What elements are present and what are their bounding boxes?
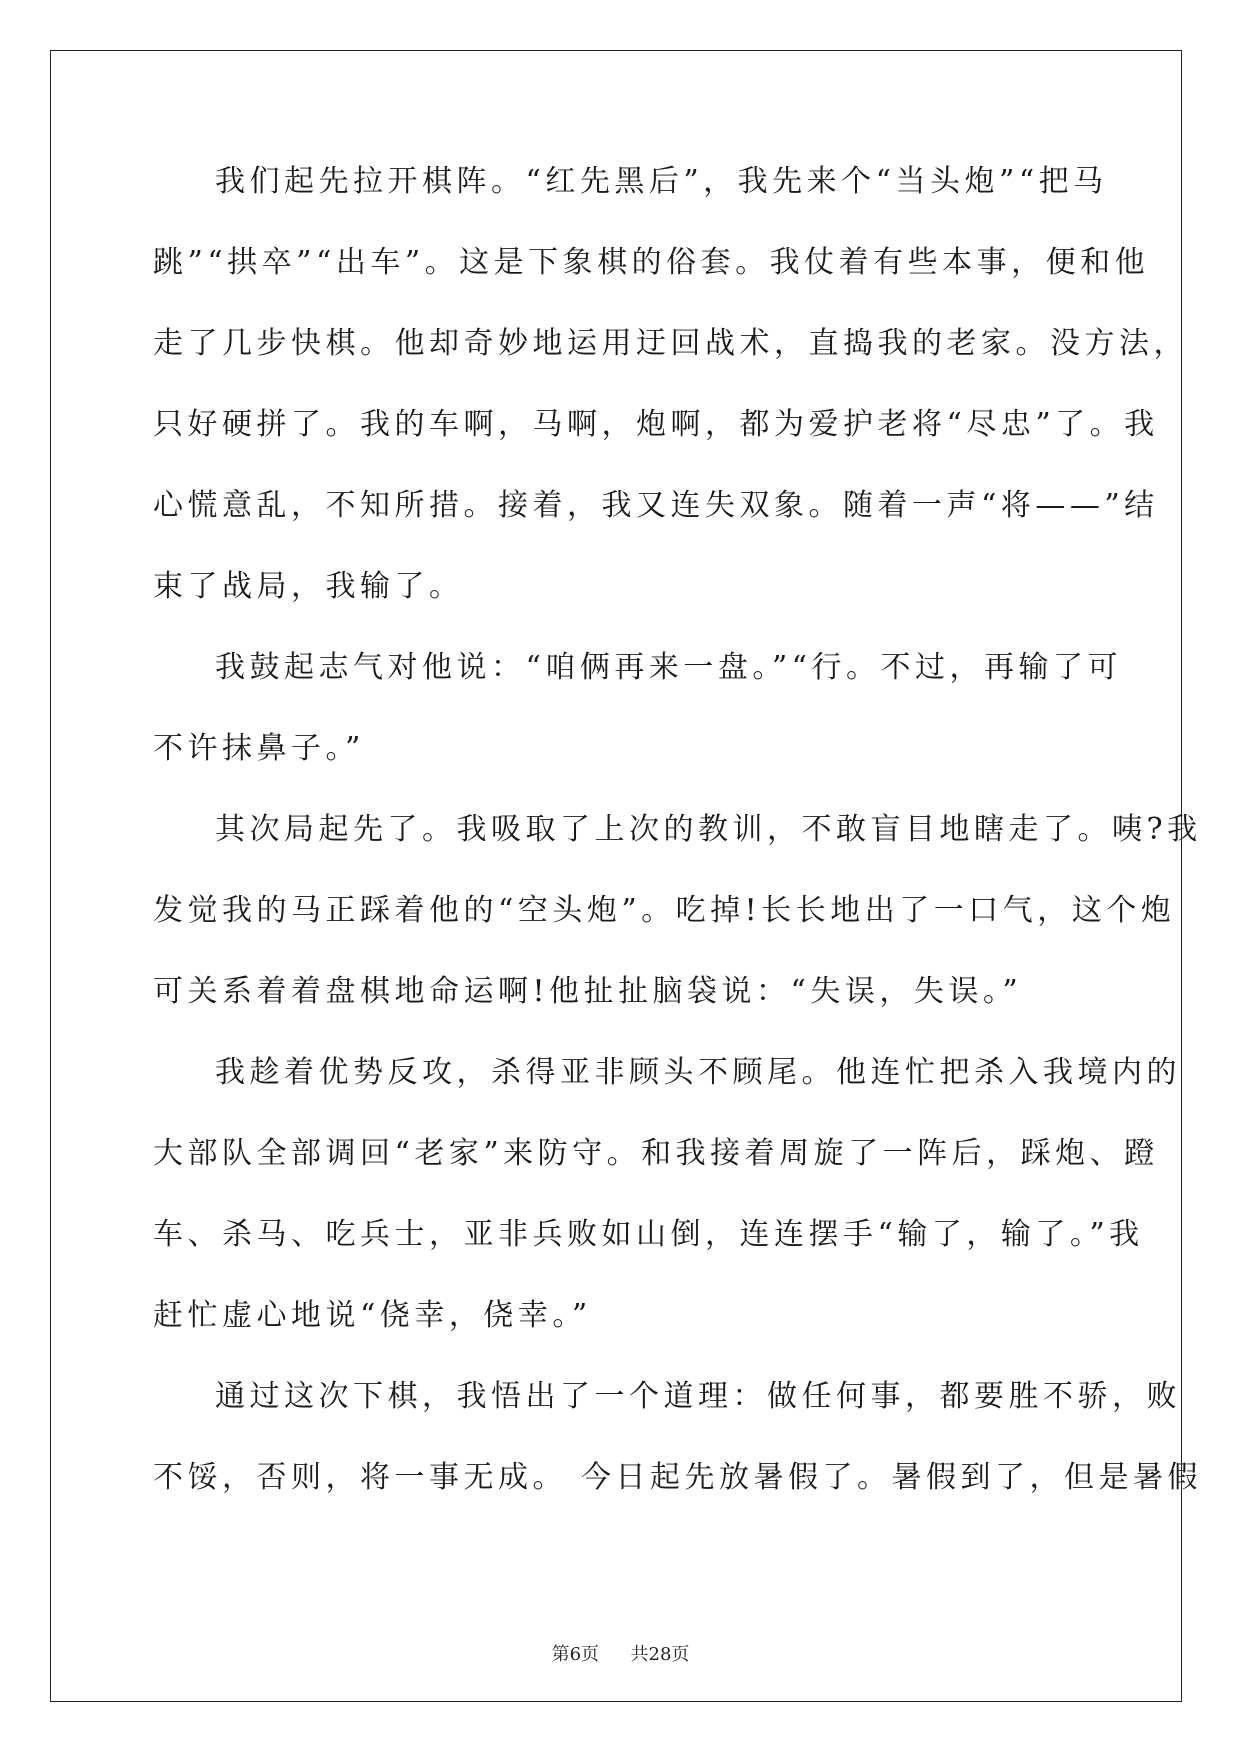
text-line: 不许抹鼻子。” — [153, 731, 365, 766]
document-body — [153, 162, 1203, 1498]
text-line: 束了战局，我输了。 — [153, 569, 464, 604]
text-line: 跳”“拱卒”“出车”。这是下象棋的俗套。我仗着有些本事，便和他 — [153, 245, 1150, 280]
text-line: 其次局起先了。我吸取了上次的教训，不敢盲目地瞎走了。咦?我 — [215, 812, 1202, 847]
text-line: 走了几步快棋。他却奇妙地运用迂回战术，直捣我的老家。没方法， — [153, 326, 1188, 361]
text-line: 只好硬拼了。我的车啊，马啊，炮啊，都为爱护老将“尽忠”了。我 — [153, 407, 1159, 442]
text-line: 我们起先拉开棋阵。“红先黑后”，我先来个“当头炮”“把马 — [215, 164, 1108, 199]
text-line: 赶忙虚心地说“侥幸，侥幸。” — [153, 1298, 592, 1333]
page-footer — [0, 1640, 1241, 1666]
text-line: 我鼓起志气对他说：“咱俩再来一盘。”“行。不过，再输了可 — [215, 650, 1123, 685]
page-total: 共28页 — [630, 1644, 690, 1665]
page-number: 第6页 — [551, 1644, 600, 1665]
text-line: 不馁，否则，将一事无成。 今日起先放暑假了。暑假到了，但是暑假 — [153, 1460, 1203, 1495]
text-line: 可关系着着盘棋地命运啊!他扯扯脑袋说：“失误，失误。” — [153, 974, 1023, 1009]
text-line: 我趁着优势反攻，杀得亚非顾头不顾尾。他连忙把杀入我境内的 — [215, 1055, 1181, 1090]
text-line: 大部队全部调回“老家”来防守。和我接着周旋了一阵后，踩炮、蹬 — [153, 1136, 1159, 1171]
text-line: 车、杀马、吃兵士，亚非兵败如山倒，连连摆手“输了，输了。”我 — [153, 1217, 1144, 1252]
text-line: 通过这次下棋，我悟出了一个道理：做任何事，都要胜不骄，败 — [215, 1379, 1181, 1414]
text-line: 心慌意乱，不知所措。接着，我又连失双象。随着一声“将——”结 — [153, 488, 1159, 523]
text-line: 发觉我的马正踩着他的“空头炮”。吃掉!长长地出了一口气，这个炮 — [153, 893, 1176, 928]
